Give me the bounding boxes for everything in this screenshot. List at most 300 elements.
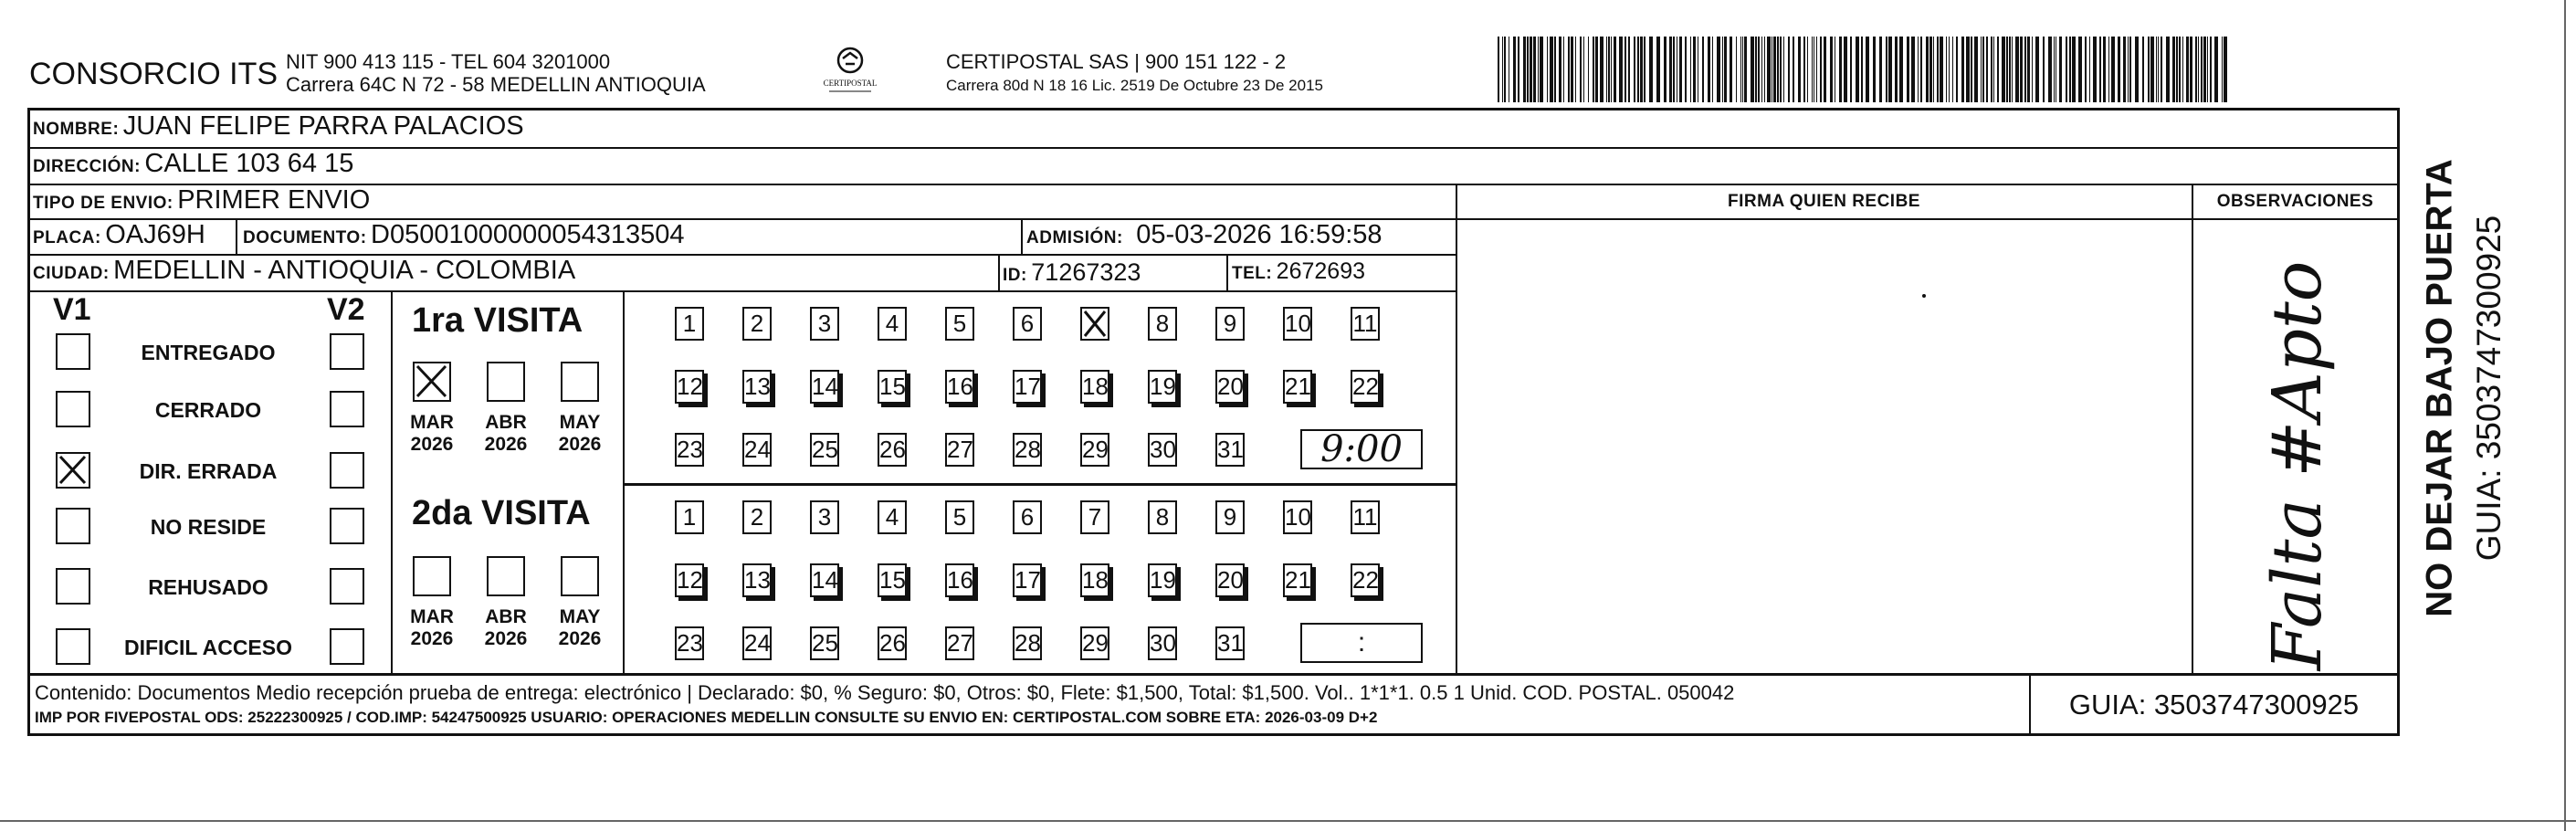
month-name: ABR <box>485 412 527 433</box>
x-mark-icon <box>415 363 448 399</box>
month-name: MAY <box>559 412 601 433</box>
month-checkbox[interactable] <box>413 362 451 402</box>
company-address: Carrera 64C N 72 - 58 MEDELLIN ANTIOQUIA <box>286 73 706 96</box>
day-box[interactable] <box>1080 626 1109 660</box>
barcode-bar <box>1724 37 1727 102</box>
month-year: 2026 <box>484 434 528 455</box>
barcode-bar <box>2179 37 2181 102</box>
barcode-bar <box>1993 37 1994 102</box>
day-box[interactable] <box>1080 370 1109 404</box>
v1-checkbox[interactable] <box>56 391 90 427</box>
admission-label: ADMISIÓN: <box>1026 228 1123 247</box>
barcode-bar <box>1628 37 1630 102</box>
barcode-bar <box>1971 37 1972 102</box>
month-year: 2026 <box>558 434 602 455</box>
v2-checkbox[interactable] <box>330 452 364 489</box>
barcode-bar <box>2012 37 2013 102</box>
shipment-type: PRIMER ENVIO <box>177 185 371 215</box>
handwritten-observation <box>2243 260 2352 671</box>
day-box[interactable] <box>742 370 772 404</box>
day-number: 31 <box>1217 436 1244 463</box>
barcode-bar <box>2182 37 2183 102</box>
day-box[interactable] <box>878 370 907 404</box>
barcode-bar <box>1911 37 1915 102</box>
x-mark-icon <box>58 454 88 486</box>
barcode-bar <box>2195 37 2197 102</box>
barcode-bar <box>1866 37 1869 102</box>
carrier-line: CERTIPOSTAL SAS | 900 151 122 - 2 <box>946 50 1287 73</box>
day-number: 5 <box>952 310 967 337</box>
barcode-bar <box>1751 37 1754 102</box>
barcode-bar <box>1761 37 1762 102</box>
barcode-bar <box>1608 37 1610 102</box>
name-label: NOMBRE: <box>33 120 120 139</box>
day-number: 3 <box>817 503 832 531</box>
day-box[interactable] <box>1283 370 1312 404</box>
barcode-bar <box>1764 37 1765 102</box>
month-checkbox[interactable] <box>561 362 599 402</box>
month-label <box>404 606 460 650</box>
barcode-bar <box>1844 37 1847 102</box>
day-box[interactable] <box>945 563 974 597</box>
day-number: 27 <box>947 629 973 657</box>
barcode-bar <box>1839 37 1842 102</box>
barcode-bar <box>2148 37 2150 102</box>
barcode-bar <box>2150 37 2154 102</box>
month-label <box>478 606 534 650</box>
footer-guia: GUIA: 3503747300925 <box>2068 689 2360 721</box>
day-box[interactable] <box>1148 626 1177 660</box>
tel-value: 2672693 <box>1276 258 1365 284</box>
x-mark-icon <box>1082 309 1108 339</box>
month-checkbox[interactable] <box>561 556 599 596</box>
barcode-bar <box>1798 37 1801 102</box>
day-number: 13 <box>744 566 771 594</box>
day-number: 2 <box>750 310 764 337</box>
v2-checkbox[interactable] <box>330 391 364 427</box>
barcode-bar <box>1933 37 1934 102</box>
barcode-bar <box>1575 37 1576 102</box>
document-label: DOCUMENTO: <box>243 228 367 247</box>
day-box[interactable] <box>1351 370 1380 404</box>
barcode-bar <box>2166 37 2170 102</box>
day-box[interactable] <box>1080 433 1109 467</box>
day-box[interactable] <box>1080 307 1109 341</box>
barcode-bar <box>1793 37 1794 102</box>
barcode-bar <box>1664 37 1667 102</box>
status-label: DIR. ERRADA <box>139 459 278 483</box>
day-number: 1 <box>682 310 697 337</box>
barcode-bar <box>1997 37 1999 102</box>
day-number: 14 <box>812 566 838 594</box>
day-box[interactable] <box>1351 500 1380 534</box>
day-box[interactable] <box>675 626 704 660</box>
barcode-bar <box>1991 37 1992 102</box>
day-box[interactable] <box>878 626 907 660</box>
day-box[interactable] <box>742 626 772 660</box>
day-box[interactable] <box>878 307 907 341</box>
barcode-bar <box>1538 37 1539 102</box>
barcode-bar <box>2054 37 2055 102</box>
month-checkbox[interactable] <box>487 362 525 402</box>
day-number: 29 <box>1082 629 1109 657</box>
day-number: 19 <box>1150 566 1176 594</box>
day-box[interactable] <box>1013 563 1042 597</box>
day-box[interactable] <box>1215 626 1245 660</box>
barcode-bar <box>1554 37 1556 102</box>
barcode <box>1498 37 2228 102</box>
observations-header: OBSERVACIONES <box>2216 192 2374 211</box>
day-number: 29 <box>1082 436 1109 463</box>
day-box[interactable] <box>1148 307 1177 341</box>
month-name: MAY <box>559 606 601 627</box>
day-box[interactable] <box>945 626 974 660</box>
day-box[interactable] <box>1013 307 1042 341</box>
day-box[interactable] <box>945 370 974 404</box>
day-box[interactable] <box>1013 433 1042 467</box>
barcode-bar <box>1777 37 1779 102</box>
barcode-bar <box>1722 37 1723 102</box>
company-name: CONSORCIO ITS <box>29 57 279 91</box>
city-value: MEDELLIN - ANTIOQUIA - COLOMBIA <box>113 256 576 285</box>
barcode-bar <box>1600 37 1603 102</box>
barcode-bar <box>1895 37 1898 102</box>
day-number: 14 <box>812 373 838 400</box>
month-year: 2026 <box>410 434 454 455</box>
barcode-bar <box>1758 37 1760 102</box>
barcode-bar <box>2072 37 2076 102</box>
time-field[interactable]: 9:00 <box>1300 429 1423 469</box>
day-number: 11 <box>1352 503 1378 531</box>
barcode-bar <box>1812 37 1813 102</box>
day-box[interactable] <box>878 500 907 534</box>
admission-value: 05-03-2026 16:59:58 <box>1136 220 1383 249</box>
barcode-bar <box>1619 37 1623 102</box>
day-box[interactable] <box>1283 500 1312 534</box>
v1-checkbox[interactable] <box>56 568 90 605</box>
barcode-bar <box>1547 37 1548 102</box>
certipostal-logo <box>818 42 882 97</box>
barcode-bar <box>1634 37 1635 102</box>
day-number: 8 <box>1155 503 1170 531</box>
barcode-bar <box>1780 37 1782 102</box>
barcode-bar <box>1820 37 1822 102</box>
barcode-bar <box>2210 37 2212 102</box>
barcode-bar <box>1899 37 1903 102</box>
recipient-address: CALLE 103 64 15 <box>144 149 354 178</box>
day-number: 17 <box>1015 373 1041 400</box>
no-under-door-warning: NO DEJAR BAJO PUERTA <box>2419 159 2460 617</box>
day-box[interactable] <box>1283 563 1312 597</box>
day-box[interactable] <box>1148 563 1177 597</box>
v2-checkbox[interactable] <box>330 568 364 605</box>
day-number: 18 <box>1082 566 1109 594</box>
barcode-bar <box>1974 37 1978 102</box>
day-box[interactable] <box>878 563 907 597</box>
day-number: 22 <box>1352 566 1379 594</box>
plate-value: OAJ69H <box>105 220 205 249</box>
day-number: 25 <box>812 629 838 657</box>
barcode-bar <box>1580 37 1582 102</box>
day-box[interactable] <box>1215 307 1245 341</box>
day-box[interactable] <box>945 500 974 534</box>
barcode-bar <box>2207 37 2208 102</box>
day-box[interactable] <box>1351 563 1380 597</box>
month-label <box>478 412 534 456</box>
barcode-bar <box>2158 37 2159 102</box>
barcode-bar <box>1595 37 1598 102</box>
day-box[interactable] <box>810 370 839 404</box>
barcode-bar <box>1929 37 1932 102</box>
day-number: 3 <box>817 310 832 337</box>
barcode-bar <box>1540 37 1543 102</box>
barcode-bar <box>2027 37 2030 102</box>
barcode-bar <box>1593 37 1594 102</box>
barcode-bar <box>2020 37 2023 102</box>
barcode-bar <box>1773 37 1776 102</box>
day-box[interactable] <box>810 307 839 341</box>
id-label: ID: <box>1003 266 1027 285</box>
barcode-bar <box>1563 37 1564 102</box>
visit1-title: 1ra VISITA <box>412 301 584 340</box>
barcode-bar <box>1940 37 1943 102</box>
stray-mark <box>1922 294 1926 298</box>
barcode-bar <box>1816 37 1817 102</box>
day-box[interactable] <box>1283 307 1312 341</box>
barcode-bar <box>2201 37 2203 102</box>
day-box[interactable] <box>742 433 772 467</box>
barcode-bar <box>1981 37 1982 102</box>
day-box[interactable] <box>742 307 772 341</box>
barcode-bar <box>1690 37 1691 102</box>
day-box[interactable] <box>1013 626 1042 660</box>
barcode-bar <box>1624 37 1626 102</box>
tel-label: TEL: <box>1232 264 1273 283</box>
month-name: MAR <box>410 606 454 627</box>
signature-header: FIRMA QUIEN RECIBE <box>1728 192 1920 211</box>
day-number: 21 <box>1285 373 1311 400</box>
day-box[interactable] <box>1148 500 1177 534</box>
side-panel <box>2407 128 2526 648</box>
v1-checkbox[interactable] <box>56 333 90 370</box>
day-box[interactable] <box>1148 370 1177 404</box>
barcode-bar <box>1850 37 1852 102</box>
barcode-bar <box>2043 37 2045 102</box>
day-box[interactable] <box>742 500 772 534</box>
barcode-bar <box>1614 37 1616 102</box>
day-number: 13 <box>744 373 771 400</box>
barcode-bar <box>2129 37 2131 102</box>
address-row <box>33 149 353 179</box>
day-number: 30 <box>1150 629 1176 657</box>
day-number: 20 <box>1217 373 1244 400</box>
barcode-bar <box>1637 37 1639 102</box>
day-number: 23 <box>677 629 703 657</box>
plate-field <box>33 220 205 250</box>
barcode-bar <box>2002 37 2005 102</box>
month-name: ABR <box>485 606 527 627</box>
day-box[interactable] <box>675 307 704 341</box>
day-box[interactable] <box>1013 370 1042 404</box>
barcode-bar <box>2198 37 2199 102</box>
day-box[interactable] <box>1215 500 1245 534</box>
type-label: TIPO DE ENVIO: <box>33 194 173 213</box>
barcode-bar <box>1803 37 1805 102</box>
day-box[interactable] <box>1080 500 1109 534</box>
day-box[interactable] <box>1080 563 1109 597</box>
barcode-bar <box>1649 37 1653 102</box>
document-field <box>243 220 685 250</box>
barcode-bar <box>2128 37 2129 102</box>
day-box[interactable] <box>945 433 974 467</box>
day-box[interactable] <box>1215 433 1245 467</box>
day-number: 5 <box>952 503 967 531</box>
barcode-bar <box>2059 37 2062 102</box>
barcode-bar <box>1920 37 1922 102</box>
barcode-bar <box>1588 37 1589 102</box>
barcode-bar <box>1918 37 1919 102</box>
day-box[interactable] <box>675 370 704 404</box>
day-box[interactable] <box>675 433 704 467</box>
day-box[interactable] <box>1351 307 1380 341</box>
barcode-bar <box>1708 37 1710 102</box>
barcode-bar <box>1712 37 1713 102</box>
barcode-bar <box>1946 37 1947 102</box>
v1-header: V1 <box>53 292 91 327</box>
barcode-bar <box>2172 37 2175 102</box>
day-number: 24 <box>744 629 771 657</box>
day-number: 16 <box>947 566 973 594</box>
day-number: 1 <box>682 503 697 531</box>
barcode-bar <box>2190 37 2192 102</box>
barcode-bar <box>2161 37 2162 102</box>
day-number: 26 <box>879 629 906 657</box>
day-number: 18 <box>1082 373 1109 400</box>
barcode-bar <box>2142 37 2144 102</box>
v1-checkbox[interactable] <box>56 452 90 489</box>
barcode-bar <box>1982 37 1984 102</box>
time-field[interactable]: : <box>1300 623 1423 663</box>
barcode-bar <box>1568 37 1570 102</box>
barcode-bar <box>1807 37 1808 102</box>
day-box[interactable] <box>878 433 907 467</box>
day-number: 27 <box>947 436 973 463</box>
barcode-bar <box>2089 37 2090 102</box>
barcode-bar <box>2066 37 2067 102</box>
day-number: 21 <box>1285 566 1311 594</box>
day-box[interactable] <box>1215 563 1245 597</box>
barcode-bar <box>2032 37 2033 102</box>
barcode-bar <box>1742 37 1743 102</box>
barcode-bar <box>1788 37 1790 102</box>
month-year: 2026 <box>410 628 454 649</box>
barcode-bar <box>1952 37 1953 102</box>
day-box[interactable] <box>810 433 839 467</box>
v2-checkbox[interactable] <box>330 628 364 665</box>
id-value: 71267323 <box>1031 258 1141 286</box>
v2-header: V2 <box>327 292 365 327</box>
barcode-bar <box>1783 37 1784 102</box>
day-box[interactable] <box>675 563 704 597</box>
type-row <box>33 185 370 216</box>
v2-checkbox[interactable] <box>330 508 364 544</box>
barcode-bar <box>1550 37 1553 102</box>
day-number: 28 <box>1015 629 1041 657</box>
day-box[interactable] <box>742 563 772 597</box>
day-number: 19 <box>1150 373 1176 400</box>
month-label <box>552 606 608 650</box>
day-number: 28 <box>1015 436 1041 463</box>
barcode-bar <box>1533 37 1536 102</box>
barcode-bar <box>1767 37 1771 102</box>
barcode-bar <box>1702 37 1704 102</box>
v1-checkbox[interactable] <box>56 508 90 544</box>
footer-print-info: IMP POR FIVEPOSTAL ODS: 25222300925 / COD.IMP: 54247500925 USUARIO: OPERACIONES MEDELLIN CONSULTE SU ENVIO EN: CERTIPOSTAL.COM SOBRE ETA: 2026-03-09 D+2 <box>35 709 1378 726</box>
month-checkbox[interactable] <box>487 556 525 596</box>
barcode-bar <box>2111 37 2115 102</box>
barcode-bar <box>2203 37 2206 102</box>
day-number: 6 <box>1020 310 1035 337</box>
barcode-bar <box>2048 37 2052 102</box>
day-number: 23 <box>677 436 703 463</box>
barcode-bar <box>2214 37 2218 102</box>
day-number: 9 <box>1223 503 1237 531</box>
barcode-bar <box>1755 37 1757 102</box>
document-value: D05001000000054313504 <box>371 220 685 249</box>
day-number: 6 <box>1020 503 1035 531</box>
observation-text: Falta #Apto <box>2258 260 2337 671</box>
barcode-bar <box>1730 37 1732 102</box>
barcode-bar <box>1926 37 1929 102</box>
day-box[interactable] <box>810 500 839 534</box>
month-checkbox[interactable] <box>413 556 451 596</box>
status-label: ENTREGADO <box>141 341 276 364</box>
day-box[interactable] <box>1013 500 1042 534</box>
status-label: DIFICIL ACCESO <box>123 636 292 659</box>
day-number: 16 <box>947 373 973 400</box>
status-label: NO RESIDE <box>150 515 267 539</box>
day-number: 31 <box>1217 629 1244 657</box>
address-label: DIRECCIÓN: <box>33 157 141 176</box>
day-number: 20 <box>1217 566 1244 594</box>
month-year: 2026 <box>558 628 602 649</box>
month-label <box>404 412 460 456</box>
day-box[interactable] <box>675 500 704 534</box>
barcode-bar <box>1504 37 1506 102</box>
day-number: 15 <box>879 373 906 400</box>
day-box[interactable] <box>1148 433 1177 467</box>
barcode-bar <box>1583 37 1584 102</box>
barcode-bar <box>2186 37 2189 102</box>
barcode-bar <box>1888 37 1892 102</box>
barcode-bar <box>1937 37 1939 102</box>
day-box[interactable] <box>810 563 839 597</box>
day-number: 26 <box>879 436 906 463</box>
day-box[interactable] <box>945 307 974 341</box>
barcode-bar <box>1744 37 1747 102</box>
v2-checkbox[interactable] <box>330 333 364 370</box>
v1-checkbox[interactable] <box>56 628 90 665</box>
day-box[interactable] <box>1215 370 1245 404</box>
barcode-bar <box>2222 37 2223 102</box>
day-box[interactable] <box>810 626 839 660</box>
status-label: CERRADO <box>154 398 262 422</box>
barcode-bar <box>1907 37 1909 102</box>
day-number: 22 <box>1352 373 1379 400</box>
barcode-bar <box>1673 37 1675 102</box>
day-number: 30 <box>1150 436 1176 463</box>
barcode-bar <box>1559 37 1561 102</box>
